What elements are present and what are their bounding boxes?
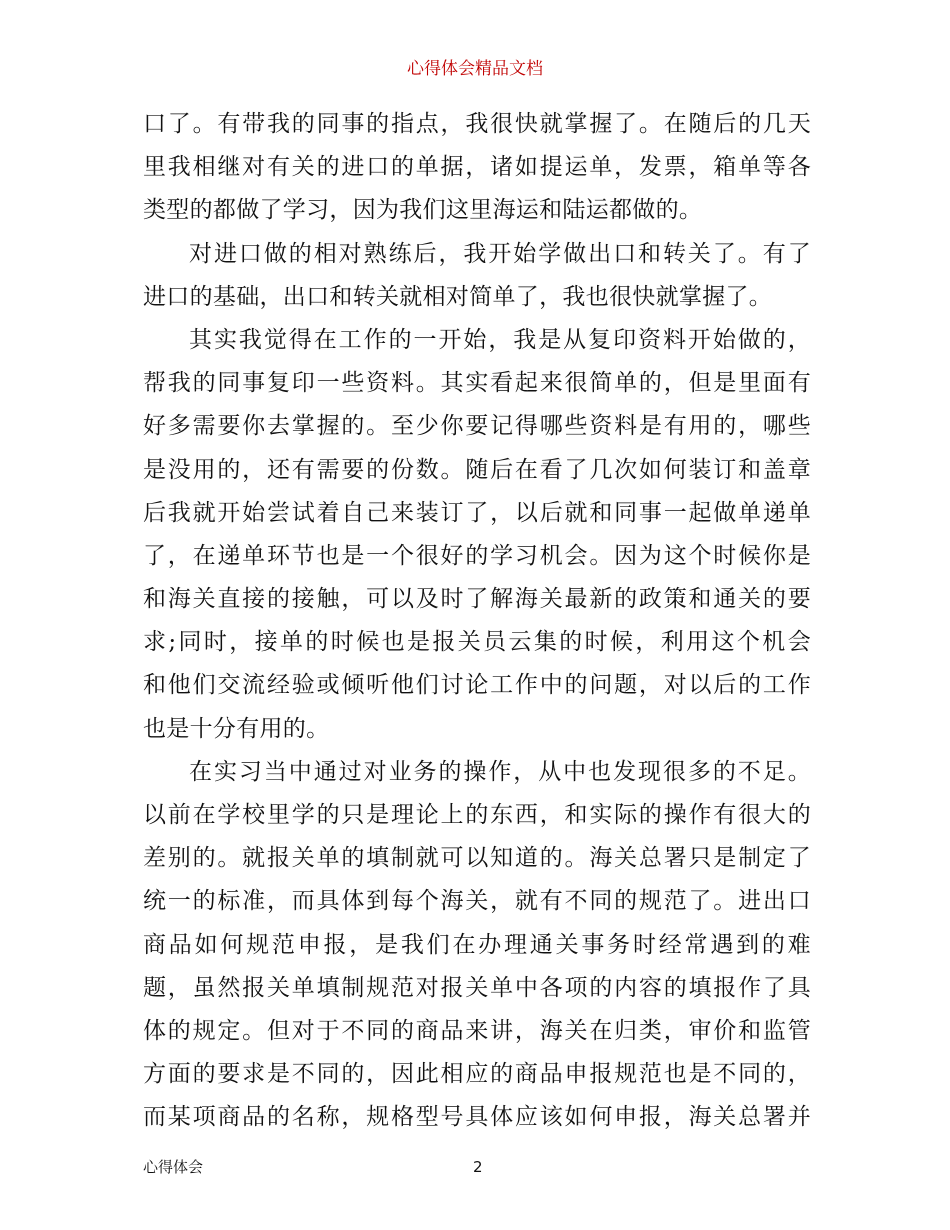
text-line: 和他们交流经验或倾听他们讨论工作中的问题，对以后的工作	[143, 672, 811, 699]
text-line: 帮我的同事复印一些资料。其实看起来很简单的，但是里面有	[143, 370, 811, 397]
text-line: 差别的。就报关单的填制就可以知道的。海关总署只是制定了	[143, 845, 811, 872]
paragraph-first-line: 其实我觉得在工作的一开始，我是从复印资料开始做的，	[189, 326, 811, 353]
text-line: 进口的基础，出口和转关就相对简单了，我也很快就掌握了。	[143, 283, 773, 310]
text-line: 而某项商品的名称，规格型号具体应该如何申报，海关总署并	[143, 1104, 811, 1131]
text-line: 类型的都做了学习，因为我们这里海运和陆运都做的。	[143, 197, 703, 224]
text-line: 好多需要你去掌握的。至少你要记得哪些资料是有用的，哪些	[143, 413, 811, 440]
text-line: 统一的标准，而具体到每个海关，就有不同的规范了。进出口	[143, 888, 811, 915]
text-line: 题，虽然报关单填制规范对报关单中各项的内容的填报作了具	[143, 974, 811, 1001]
text-line: 求;同时，接单的时候也是报关员云集的时候，利用这个机会	[143, 629, 811, 656]
text-line: 了，在递单环节也是一个很好的学习机会。因为这个时候你是	[143, 542, 811, 569]
text-line: 以前在学校里学的只是理论上的东西，和实际的操作有很大的	[143, 802, 811, 828]
text-line: 也是十分有用的。	[143, 715, 330, 742]
paragraph-first-line: 在实习当中通过对业务的操作，从中也发现很多的不足。	[189, 758, 811, 785]
page-number: 2	[473, 1158, 483, 1176]
page-footer	[143, 1156, 811, 1178]
text-line: 方面的要求是不同的，因此相应的商品申报规范也是不同的，	[143, 1061, 811, 1088]
text-line: 口了。有带我的同事的指点，我很快就掌握了。在随后的几天	[143, 111, 811, 137]
text-line: 商品如何规范申报，是我们在办理通关事务时经常遇到的难	[143, 931, 811, 958]
text-line: 里我相继对有关的进口的单据，诸如提运单，发票，箱单等各	[143, 154, 811, 181]
page-header-title: 心得体会精品文档	[407, 59, 543, 79]
footer-label: 心得体会	[143, 1158, 204, 1176]
text-line: 是没用的，还有需要的份数。随后在看了几次如何装订和盖章	[143, 456, 811, 483]
paragraph-first-line: 对进口做的相对熟练后，我开始学做出口和转关了。有了	[189, 240, 811, 267]
document-body	[143, 103, 811, 1140]
text-line: 后我就开始尝试着自己来装订了，以后就和同事一起做单递单	[143, 499, 811, 526]
text-line: 体的规定。但对于不同的商品来讲，海关在归类，审价和监管	[143, 1017, 811, 1044]
text-line: 和海关直接的接触，可以及时了解海关最新的政策和通关的要	[143, 586, 811, 613]
